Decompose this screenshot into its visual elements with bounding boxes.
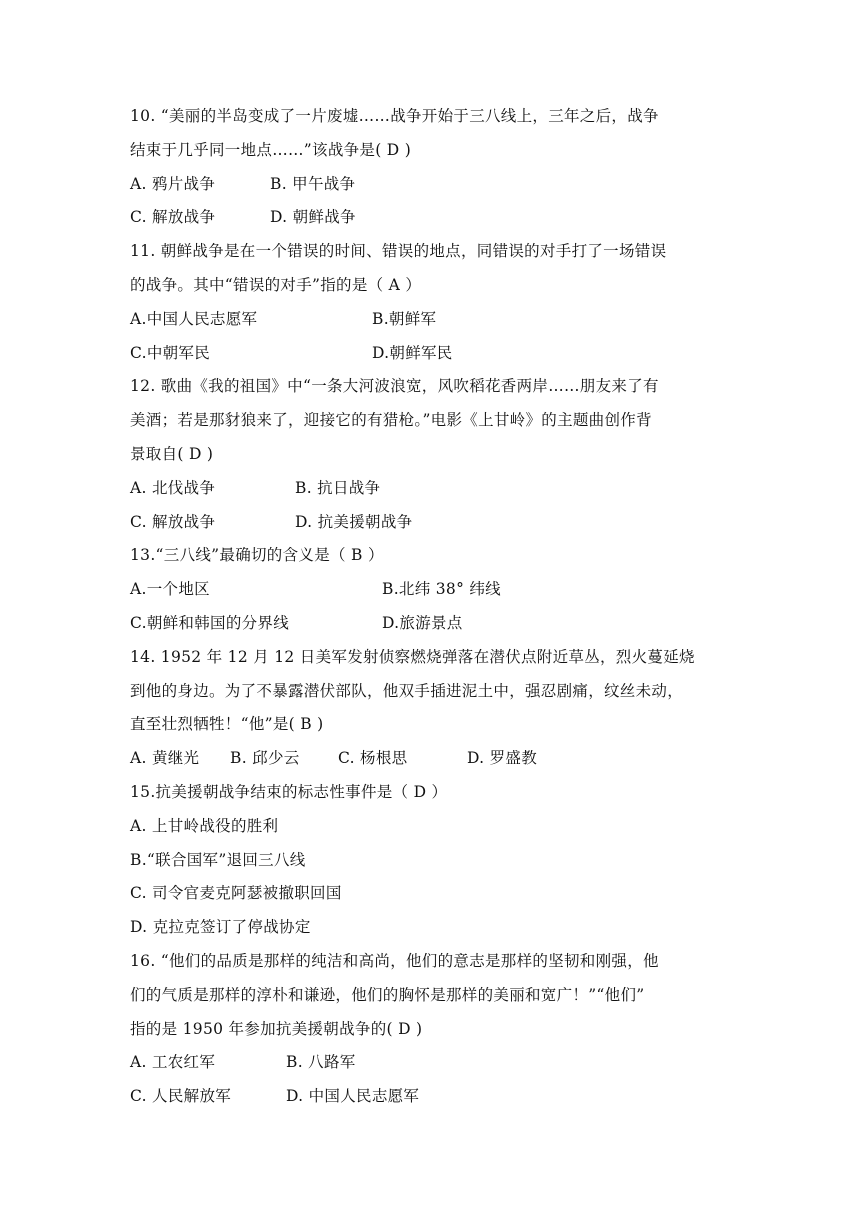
- option-row: [130, 1046, 730, 1080]
- answer-option: B. 八路军: [286, 1053, 356, 1072]
- answer-option: D. 克拉克签订了停战协定: [130, 918, 311, 937]
- answer-option: C.中朝军民: [130, 343, 211, 362]
- question-text-line: 16. “他们的品质是那样的纯洁和高尚，他们的意志是那样的坚韧和刚强，他: [130, 951, 659, 970]
- question-text-line: 13.“三八线”最确切的含义是（ B ）: [130, 546, 384, 565]
- answer-option: A. 黄继光: [130, 749, 200, 768]
- answer-option: B.朝鲜军: [372, 309, 437, 328]
- option-row: [130, 303, 730, 337]
- answer-option: B. 邱少云: [230, 749, 300, 768]
- question-16: [130, 945, 730, 1114]
- answer-option: B. 抗日战争: [295, 478, 381, 497]
- answer-option: C.朝鲜和韩国的分界线: [130, 613, 290, 632]
- answer-option: A. 北伐战争: [130, 478, 216, 497]
- option-row: [130, 742, 730, 776]
- question-text-line: 11. 朝鲜战争是在一个错误的时间、错误的地点，同错误的对手打了一场错误: [130, 242, 667, 261]
- question-text-line: 到他的身边。为了不暴露潜伏部队，他双手插进泥土中，强忍剧痛，纹丝未动，: [130, 681, 684, 700]
- answer-option: C. 杨根思: [338, 749, 408, 768]
- question-10: [130, 100, 730, 235]
- option-row: [130, 607, 730, 641]
- answer-option: A.一个地区: [130, 580, 210, 599]
- question-text-line: 12. 歌曲《我的祖国》中“一条大河波浪宽，风吹稻花香两岸……朋友来了有: [130, 377, 659, 396]
- question-text-line: 指的是 1950 年参加抗美援朝战争的( D ): [130, 1019, 423, 1038]
- option-row: [130, 844, 730, 878]
- answer-option: A. 工农红军: [130, 1053, 216, 1072]
- option-row: [130, 472, 730, 506]
- option-row: [130, 877, 730, 911]
- option-row: [130, 168, 730, 202]
- question-text-line: 美酒；若是那豺狼来了，迎接它的有猎枪。”电影《上甘岭》的主题曲创作背: [130, 411, 652, 430]
- answer-option: C. 人民解放军: [130, 1087, 232, 1106]
- answer-option: A.中国人民志愿军: [130, 309, 258, 328]
- question-13: [130, 539, 730, 640]
- question-text-line: 结束于几乎同一地点……”该战争是( D ): [130, 140, 412, 159]
- answer-option: D. 罗盛教: [467, 749, 538, 768]
- question-text-line: 14. 1952 年 12 月 12 日美军发射侦察燃烧弹落在潜伏点附近草丛，烈火蔓延烧: [130, 647, 695, 666]
- question-11: [130, 235, 730, 370]
- question-14: [130, 641, 730, 776]
- answer-option: D. 中国人民志愿军: [286, 1087, 420, 1106]
- answer-option: C. 解放战争: [130, 208, 216, 227]
- answer-option: D. 朝鲜战争: [270, 208, 356, 227]
- answer-option: A. 鸦片战争: [130, 174, 216, 193]
- answer-option: C. 司令官麦克阿瑟被撤职回国: [130, 884, 342, 903]
- question-text-line: 们的气质是那样的淳朴和谦逊，他们的胸怀是那样的美丽和宽广！”“他们”: [130, 985, 645, 1004]
- question-text-line: 景取自( D ): [130, 444, 214, 463]
- option-row: [130, 201, 730, 235]
- answer-option: D.朝鲜军民: [372, 343, 453, 362]
- question-text-line: 的战争。其中“错误的对手”指的是（ A ）: [130, 275, 422, 294]
- option-row: [130, 911, 730, 945]
- answer-option: C. 解放战争: [130, 512, 216, 531]
- option-row: [130, 506, 730, 540]
- answer-option: A. 上甘岭战役的胜利: [130, 816, 279, 835]
- option-row: [130, 1080, 730, 1114]
- answer-option: D. 抗美援朝战争: [295, 512, 413, 531]
- option-row: [130, 810, 730, 844]
- answer-option: B.北纬 38° 纬线: [382, 580, 501, 599]
- question-15: [130, 776, 730, 945]
- answer-option: B. 甲午战争: [270, 174, 356, 193]
- option-row: [130, 337, 730, 371]
- question-text-line: 直至壮烈牺牲！“他”是( B ): [130, 715, 324, 734]
- question-12: [130, 370, 730, 539]
- option-row: [130, 573, 730, 607]
- answer-option: D.旅游景点: [382, 613, 463, 632]
- answer-option: B.“联合国军”退回三八线: [130, 850, 306, 869]
- question-text-line: 15.抗美援朝战争结束的标志性事件是（ D ）: [130, 782, 448, 801]
- exam-page: [130, 100, 730, 1114]
- question-text-line: 10. “美丽的半岛变成了一片废墟……战争开始于三八线上，三年之后，战争: [130, 107, 659, 125]
